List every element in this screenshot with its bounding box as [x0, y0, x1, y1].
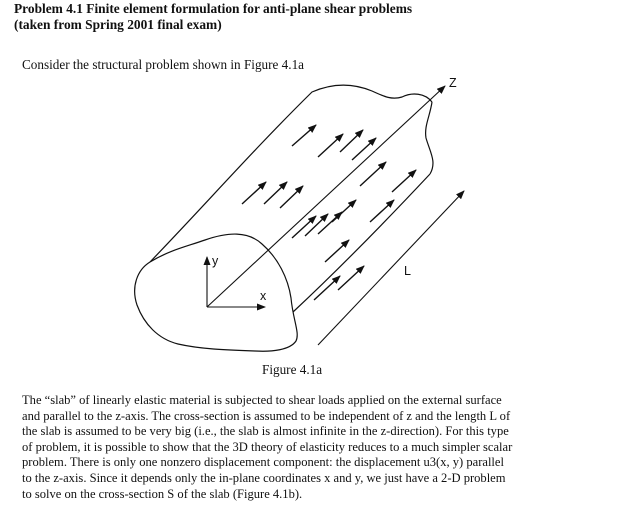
slab-bottom-edge	[293, 174, 430, 312]
problem-title-line-1: Problem 4.1 Finite element formulation for anti-plane shear problems	[14, 1, 413, 16]
body-line-3: the slab is assumed to be very big (i.e., the slab is almost infinite in the z-direction). For this type	[22, 424, 509, 439]
body-line-5: problem. There is only one nonzero displacement component: the displacement u3(x, y) parallel	[22, 455, 504, 470]
load-arrow	[292, 125, 316, 146]
body-paragraph	[22, 393, 574, 502]
load-arrow	[360, 162, 386, 186]
body-line-7: to solve on the cross-section S of the slab (Figure 4.1b).	[22, 486, 303, 501]
load-arrow	[338, 266, 364, 290]
slab-top-edge	[150, 85, 432, 262]
y-axis-label: y	[212, 254, 219, 268]
body-line-2: and parallel to the z-axis. The cross-section is assumed to be independent of z and the length L of	[22, 408, 511, 423]
body-line-1: The “slab” of linearly elastic material is subjected to shear loads applied on the external surface	[22, 393, 502, 407]
problem-title-line-2: (taken from Spring 2001 final exam)	[14, 17, 222, 32]
length-label: L	[404, 264, 411, 278]
body-line-4: of problem, it is possible to show that the 3D theory of elasticity reduces to a much simpler scalar	[22, 439, 513, 454]
load-arrow	[292, 216, 316, 238]
load-arrow	[264, 182, 287, 204]
load-arrow	[305, 214, 328, 236]
body-line-6: to the z-axis. Since it depends only the in-plane coordinates x and y, we just have a 2-D problem	[22, 470, 506, 485]
intro-sentence: Consider the structural problem shown in Figure 4.1a	[22, 57, 305, 72]
load-arrow	[280, 186, 303, 208]
load-arrow	[325, 240, 349, 262]
figure-caption: Figure 4.1a	[262, 362, 323, 377]
load-arrow	[242, 182, 266, 204]
load-arrow	[352, 138, 376, 160]
load-arrow	[392, 170, 416, 192]
slab-far-end	[426, 102, 433, 174]
load-arrow	[370, 200, 394, 222]
load-arrow	[318, 134, 343, 157]
load-arrow	[332, 200, 356, 222]
x-axis-label: x	[260, 289, 267, 303]
slab-cross-section	[135, 234, 298, 351]
z-axis-label: Z	[449, 76, 457, 90]
load-arrow	[340, 130, 363, 152]
